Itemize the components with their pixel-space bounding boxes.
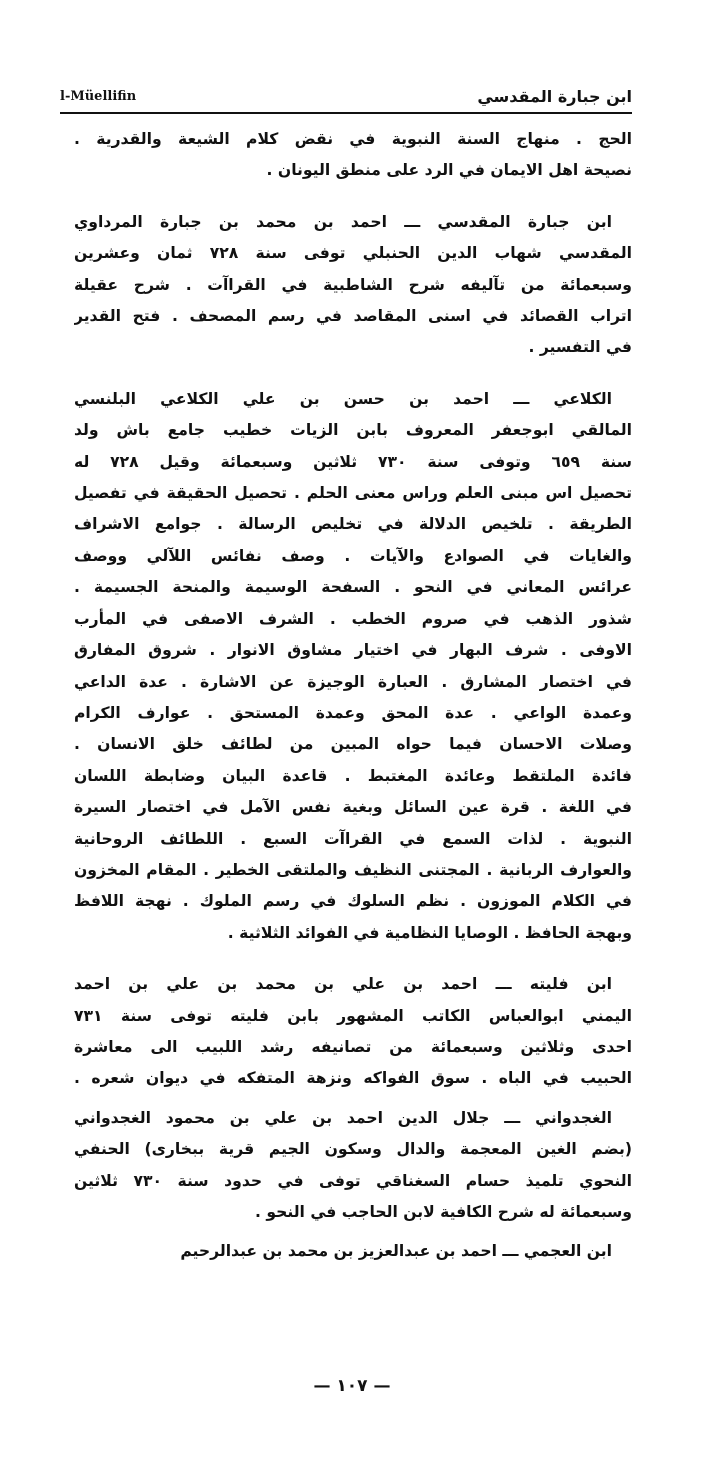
text-line: في التفسير . [528, 338, 632, 357]
text-line: عرائس المعاني في النحو . السفحة الوسيمة والمنحة الجسيمة . [74, 578, 632, 597]
text-line: سنة ٦٥٩ وتوفى سنة ٧٣٠ ثلاثين وسبعمائة وقيل ٧٢٨ له [74, 452, 632, 471]
header-right-title: ابن جبارة المقدسي [477, 87, 632, 106]
text-line: اليمني ابوالعباس الكاتب المشهور بابن فليته توفى سنة ٧٣١ [74, 1006, 632, 1025]
running-header [60, 76, 632, 110]
text-line: نصيحة اهل الايمان في الرد على منطق اليونان . [266, 161, 632, 180]
text-line: وعمدة الواعي . عدة المحق وعمدة المستحق . عوارف الكرام [74, 703, 632, 722]
text-line: والعوارف الربانية . المجتنى النظيف والملتقى الخطير . المقام المخزون [74, 860, 632, 879]
text-line: وصلات الاحسان فيما حواه المبين من لطائف خلق الانسان . [74, 735, 632, 754]
text-line: احدى وثلاثين وسبعمائة من تصانيفه رشد اللبيب الى معاشرة [74, 1037, 632, 1056]
text-line: فائدة الملتقط وعائدة المغتبط . قاعدة البيان وضابطة اللسان [74, 766, 632, 785]
header-left-label: l-Müellifin [60, 89, 137, 104]
text-line: الطريقة . تلخيص الدلالة في تخليص الرسالة . جوامع الاشراف [74, 515, 632, 534]
text-line: في اللغة . قرة عين السائل وبغية نفس الآمل في اختصار السيرة [74, 798, 632, 817]
text-line: النبوية . لذات السمع في القراآت السبع . اللطائف الروحانية [74, 829, 632, 848]
body-text [74, 124, 632, 1268]
text-line: في الكلام الموزون . نظم السلوك في رسم الملوك . نهجة اللافظ [74, 892, 632, 911]
text-line: الكلاعي ـــ احمد بن حسن بن علي الكلاعي البلنسي [74, 389, 612, 408]
text-line: ابن فليته ـــ احمد بن علي بن محمد بن علي بن احمد [74, 975, 612, 994]
text-line: ابن جبارة المقدسي ـــ احمد بن محمد بن جبارة المرداوي [74, 212, 612, 231]
text-line: الاوفى . شرف البهار في اختيار مشاوق الانوار . شروق المفارق [74, 641, 632, 660]
paragraph [74, 1103, 632, 1229]
paragraph [74, 207, 632, 364]
text-line: الحبيب في الباه . سوق الفواكه ونزهة المتفكه في ديوان شعره . [74, 1069, 632, 1088]
paragraph [74, 384, 632, 949]
text-line: النحوي تلميذ حسام السغناقي توفى في حدود سنة ٧٣٠ ثلاثين [74, 1171, 632, 1190]
text-line: (بضم الغين المعجمة والدال وسكون الجيم قرية ببخارى) الحنفي [74, 1140, 632, 1159]
text-line: ابن العجمي ـــ احمد بن عبدالعزيز بن محمد بن عبدالرحيم [180, 1242, 612, 1261]
text-line: الغجدواني ـــ جلال الدين احمد بن علي بن محمود الغجدواني [74, 1108, 612, 1127]
header-rule [60, 112, 632, 114]
text-line: والغايات في الصوادع والآيات . وصف نفائس اللآلي ووصف [74, 546, 632, 565]
text-line: المقدسي شهاب الدين الحنبلي توفى سنة ٧٢٨ ثمان وعشرين [74, 244, 632, 263]
text-line: في اختصار المشارق . العبارة الوجيزة عن الاشارة . عدة الداعي [74, 672, 632, 691]
paragraph [74, 1236, 632, 1267]
paragraph [74, 124, 632, 187]
text-line: تحصيل اس مبنى العلم وراس معنى الحلم . تحصيل الحقيقة في تفصيل [74, 484, 632, 503]
text-line: وسبعمائة له شرح الكافية لابن الحاجب في النحو . [254, 1203, 632, 1221]
text-line: وسبعمائة من تآليفه شرح الشاطبية في القراآت . شرح عقيلة [74, 275, 632, 294]
text-line: الحج . منهاج السنة النبوية في نقض كلام الشيعة والقدرية . [74, 130, 632, 148]
text-line: وبهجة الحافظ . الوصايا النظامية في الفوائد الثلاثية . [227, 923, 632, 942]
page-number: — ١٠٧ — [313, 1376, 391, 1396]
paragraph [74, 969, 632, 1095]
text-line: اتراب القصائد في اسنى المقاصد في رسم المصحف . فتح القدير [74, 307, 632, 326]
text-line: شذور الذهب في صروم الخطب . الشرف الاصفى في المأرب [74, 609, 632, 628]
text-line: المالقي ابوجعفر المعروف بابن الزيات خطيب جامع باش ولد [74, 421, 632, 440]
